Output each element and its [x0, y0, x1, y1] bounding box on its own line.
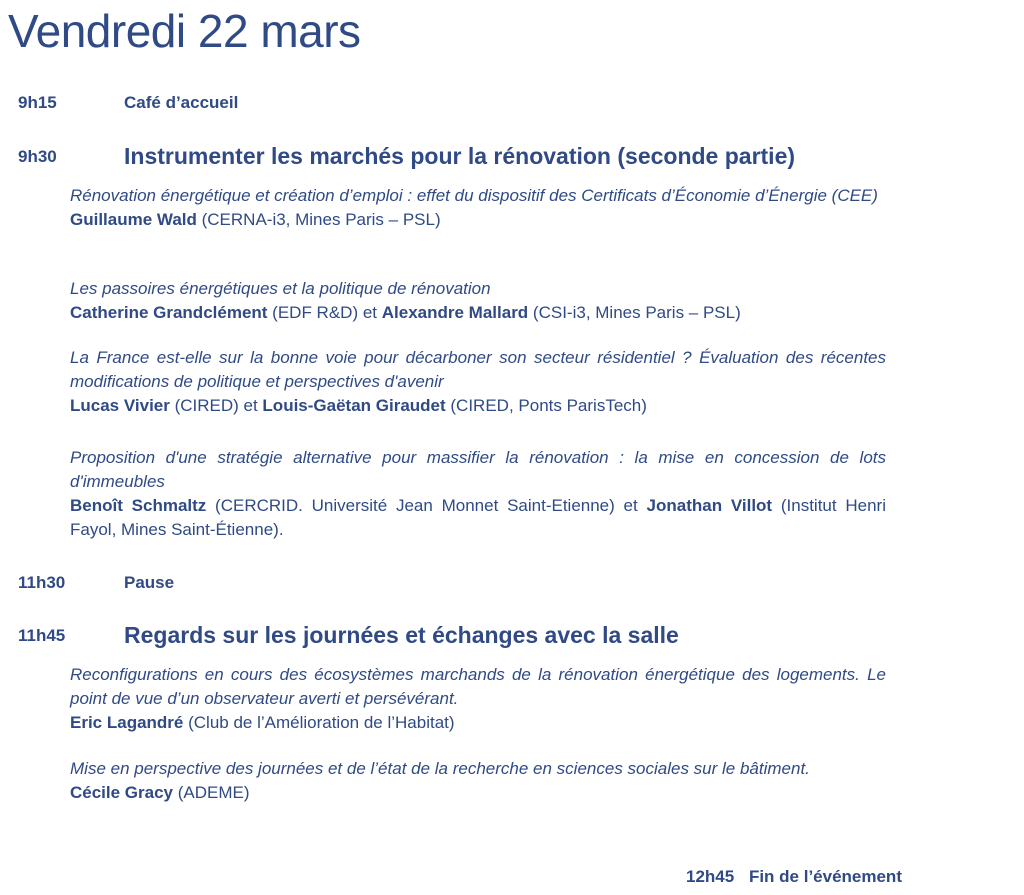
speaker-name: Catherine Grandclément: [70, 303, 268, 322]
talk: [70, 277, 886, 325]
slot-title: Pause: [124, 573, 175, 592]
speaker-affiliation: (CIRED) et: [169, 396, 263, 415]
speaker-name: Cécile Gracy: [70, 783, 174, 802]
speaker-affiliation: (Club de l’Amélioration de l’Habitat): [183, 713, 455, 732]
talk-speakers: [70, 208, 886, 232]
end-of-event: [686, 867, 902, 887]
talk-speakers: [70, 394, 886, 418]
speaker-affiliation: (EDF R&D) et: [267, 303, 382, 322]
speaker-name: Lucas Vivier: [70, 396, 170, 415]
talk: [70, 346, 886, 418]
end-label: Fin de l’événement: [748, 867, 902, 886]
slot-time: 9h30: [18, 147, 57, 166]
talk: [70, 757, 886, 805]
slot-time: 9h15: [18, 93, 57, 112]
talk-speakers: [70, 494, 886, 542]
page-title: Vendredi 22 mars: [8, 5, 361, 57]
talk-title: Proposition d'une stratégie alternative pour massifier la rénovation : la mise en concession de lots d'immeubles: [70, 448, 886, 491]
slot-title: Instrumenter les marchés pour la rénovation (seconde partie): [124, 143, 796, 169]
speaker-affiliation: (CERNA-i3, Mines Paris – PSL): [196, 210, 441, 229]
talk-title: Les passoires énergétiques et la politique de rénovation: [70, 279, 491, 298]
talk-title: La France est-elle sur la bonne voie pour décarboner son secteur résidentiel ? Évaluation des récentes modifications de politique et perspectives d'avenir: [70, 348, 886, 391]
end-time: 12h45: [686, 867, 735, 886]
speaker-name: Guillaume Wald: [70, 210, 197, 229]
speaker-affiliation: (CERCRID. Université Jean Monnet Saint-Etienne) et: [206, 496, 647, 515]
talk-speakers: [70, 711, 886, 735]
speaker-affiliation: (CSI-i3, Mines Paris – PSL): [528, 303, 741, 322]
speaker-name: Alexandre Mallard: [381, 303, 529, 322]
slot-title: Regards sur les journées et échanges avec la salle: [124, 622, 679, 648]
talk-title: Mise en perspective des journées et de l’état de la recherche en sciences sociales sur le bâtiment.: [70, 759, 810, 778]
speaker-affiliation: (ADEME): [173, 783, 250, 802]
speaker-name: Benoît Schmaltz: [70, 496, 207, 515]
talk: [70, 663, 886, 735]
talk: [70, 184, 886, 232]
talk: [70, 446, 886, 542]
speaker-name: Eric Lagandré: [70, 713, 184, 732]
talk-title: Reconfigurations en cours des écosystèmes marchands de la rénovation énergétique des logements. Le point de vue d’un observateur averti et persévérant.: [70, 665, 886, 708]
speaker-name: Jonathan Villot: [646, 496, 773, 515]
speaker-name: Louis-Gaëtan Giraudet: [262, 396, 446, 415]
talk-speakers: [70, 301, 886, 325]
speaker-affiliation: (Institut Henri Fayol, Mines Saint-Étienne).: [70, 496, 886, 539]
talk-speakers: [70, 781, 886, 805]
slot-time: 11h30: [18, 573, 66, 592]
slot-title: Café d’accueil: [124, 93, 239, 112]
slot-time: 11h45: [18, 626, 66, 645]
speaker-affiliation: (CIRED, Ponts ParisTech): [445, 396, 647, 415]
talk-title: Rénovation énergétique et création d’emploi : effet du dispositif des Certificats d’Économie d’Énergie (CEE): [70, 186, 878, 205]
